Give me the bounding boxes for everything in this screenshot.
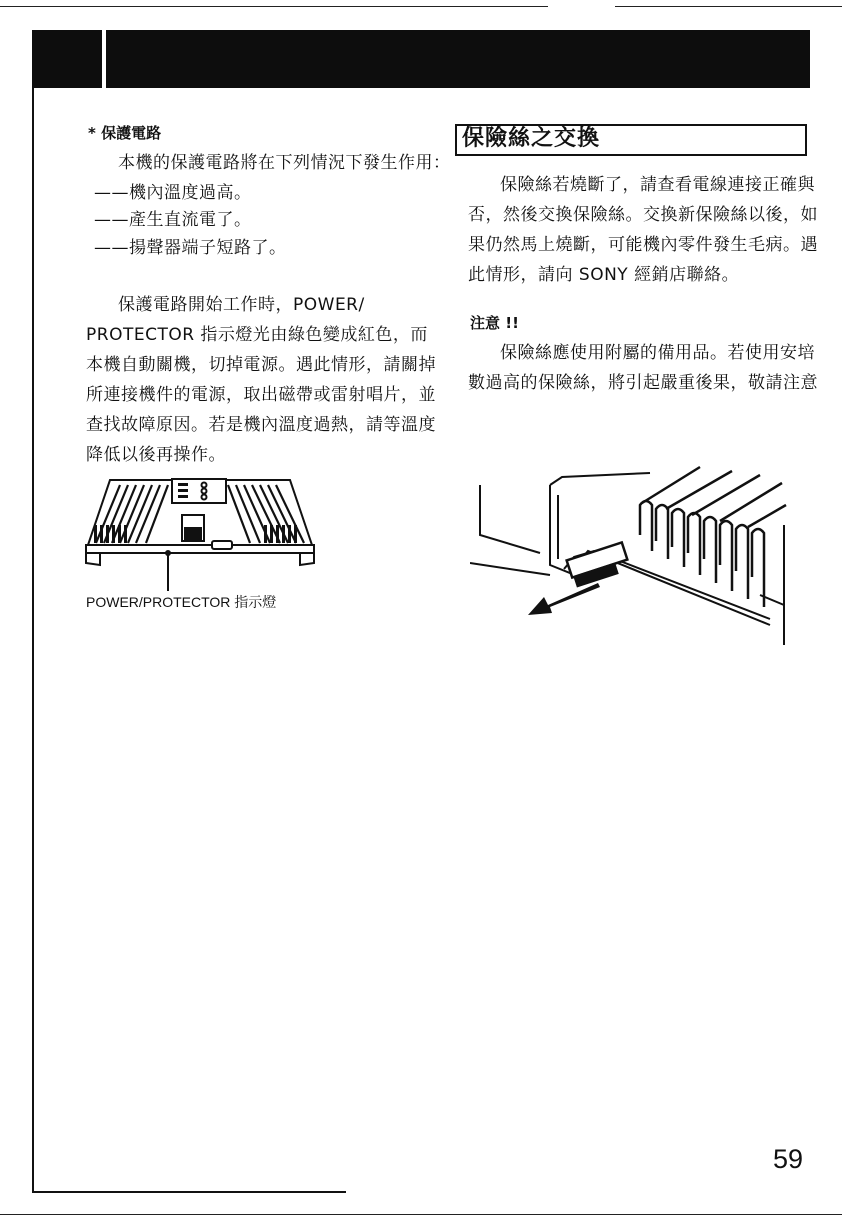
protection-para-line-3: 本機自動關機，切掉電源。遇此情形，請關掉 — [86, 355, 436, 375]
fuse-para-line-2: 否，然後交換保險絲。交換新保險絲以後，如 — [468, 205, 818, 225]
indicator-caption: POWER/PROTECTOR 指示燈 — [86, 594, 277, 610]
caution-line-2: 數過高的保險絲，將引起嚴重後果，敬請注意 — [468, 373, 818, 393]
fuse-para-line-1: 保險絲若燒斷了，請查看電線連接正確與 — [500, 175, 815, 195]
fuse-para-line-3: 果仍然馬上燒斷，可能機內零件發生毛病。遇 — [468, 235, 818, 255]
bottom-edge-line — [0, 1214, 842, 1215]
amplifier-illustration — [80, 475, 320, 595]
protection-para-line-2: PROTECTOR 指示燈光由綠色變成紅色，而 — [86, 325, 428, 345]
fuse-replacement-illustration — [470, 465, 810, 655]
condition-3: ——揚聲器端子短路了。 — [94, 238, 287, 258]
protection-intro: 本機的保護電路將在下列情況下發生作用： — [118, 153, 451, 173]
protection-para-line-4: 所連接機件的電源，取出磁帶或雷射唱片，並 — [86, 385, 436, 405]
protection-circuit-heading: * 保護電路 — [88, 124, 162, 142]
top-edge-line-right — [615, 6, 842, 7]
protection-para-line-6: 降低以後再操作。 — [86, 445, 226, 465]
condition-1: ——機內溫度過高。 — [94, 183, 252, 203]
protection-para-line-1: 保護電路開始工作時，POWER/ — [118, 295, 365, 315]
bottom-margin-rule — [32, 1191, 346, 1193]
caution-line-1: 保險絲應使用附屬的備用品。若使用安培 — [500, 343, 815, 363]
header-bar — [32, 30, 810, 88]
caution-heading: 注意 !! — [470, 314, 519, 332]
fuse-para-line-4: 此情形，請向 SONY 經銷店聯絡。 — [468, 265, 740, 285]
page-number: 59 — [773, 1144, 804, 1174]
left-margin-rule — [32, 88, 34, 1193]
top-edge-line — [0, 6, 548, 7]
protection-para-line-5: 查找故障原因。若是機內溫度過熱，請等溫度 — [86, 415, 436, 435]
fuse-section-title: 保險絲之交換 — [462, 126, 601, 151]
condition-2: ——產生直流電了。 — [94, 210, 252, 230]
